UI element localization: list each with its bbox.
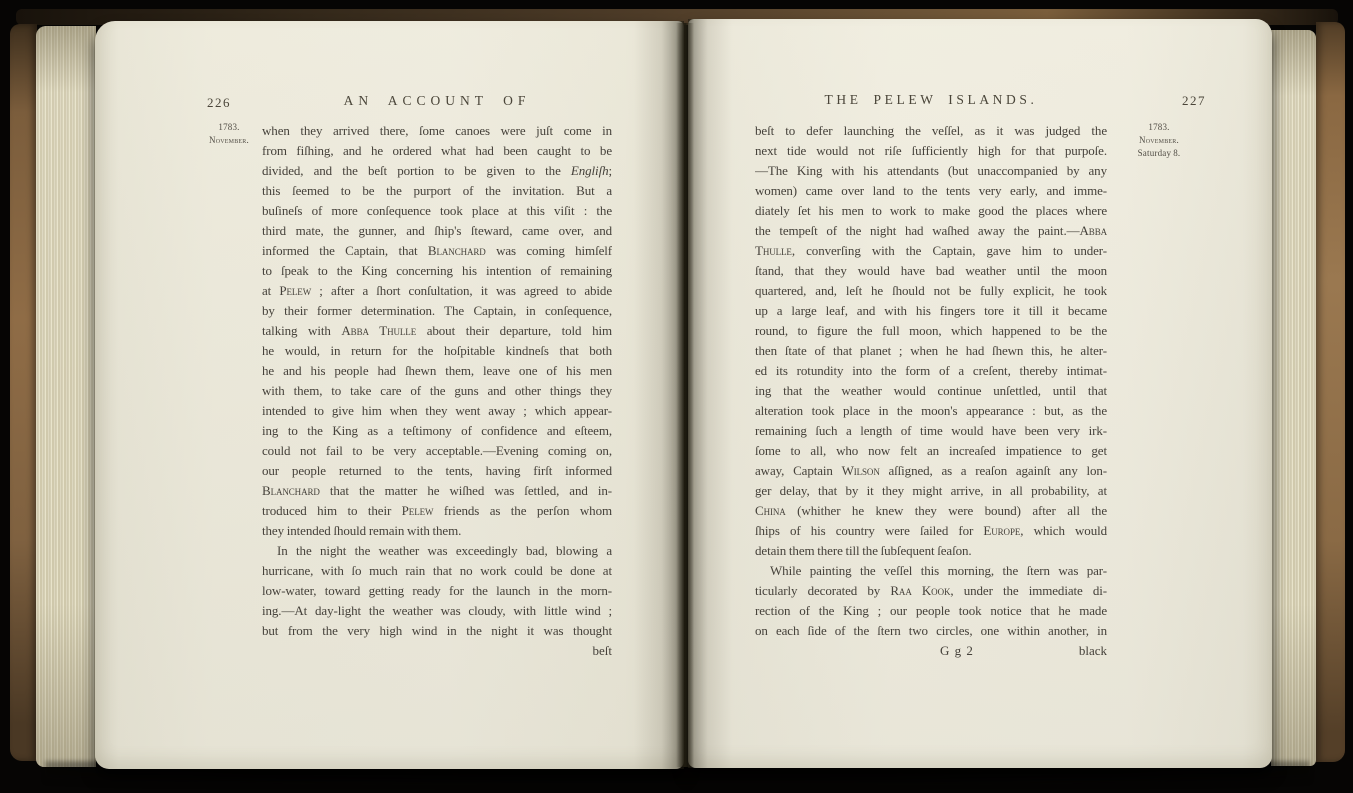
text-line: they intended ſhould remain with them.: [262, 523, 462, 538]
text-line: [1126, 121, 1192, 134]
text-line: [199, 134, 259, 147]
text-line: our people returned to the tents, having firſt informed: [262, 463, 612, 478]
book-cover-left: [10, 24, 37, 761]
text-line: [199, 121, 259, 134]
signature-mark: G g 2: [940, 643, 974, 658]
text-line: with them, to take care of the guns and other things they: [262, 383, 612, 398]
text-line: ſtand, that they would have bad weather until the moon: [755, 263, 1107, 278]
text-line: [1126, 147, 1192, 160]
small-caps-word: November.: [209, 135, 249, 145]
text-line: ſome to all, who now felt an increaſed impatience to get: [755, 443, 1107, 458]
text-line: when they arrived there, ſome canoes were juſt come in: [262, 123, 612, 138]
book-page-right: [688, 19, 1272, 768]
text-line: low-water, toward getting ready for the launch in the morn-: [262, 583, 612, 598]
text-line: but from the very high wind in the night it was thought: [262, 623, 612, 638]
text-line: from fiſhing, and he ordered what had been caught to be: [262, 143, 612, 158]
text-line: remaining ſuch a length of time would have been very irk-: [755, 423, 1107, 438]
small-caps-word: Saturday 8.: [1137, 148, 1181, 158]
text-line: troduced him to their Pelew friends as the perſon whom: [262, 503, 612, 518]
text-line: round, to figure the full moon, which happened to be the: [755, 323, 1107, 338]
italic-word: Engliſh: [570, 163, 609, 178]
small-caps-word: Blanchard: [427, 243, 486, 258]
margin-note-right: [1126, 121, 1192, 160]
book-page-left: [95, 21, 684, 769]
text-line: ing that the weather would continue unſettled, until that: [755, 383, 1107, 398]
text-line: he would, in return for the hoſpitable kindneſs that both: [262, 343, 612, 358]
text-line: —The King with his attendants (but unaccompanied by any: [755, 163, 1107, 178]
text-line: hurricane, with ſo much rain that no work could be done at: [262, 563, 612, 578]
book-cover-right: [1316, 22, 1345, 762]
text-line: diately ſet his men to work to make good the places where: [755, 203, 1107, 218]
margin-note-left: [199, 121, 259, 147]
text-line: detain them there till the ſubſequent ſeaſon.: [755, 543, 972, 558]
text-line: at Pelew ; after a ſhort conſultation, it was agreed to abide: [262, 283, 612, 298]
text-line: beſt to defer launching the veſſel, as it was judged the: [755, 123, 1107, 138]
text-line: he and his people had ſhewn them, leave one of his men: [262, 363, 612, 378]
text-line: Thulle, converſing with the Captain, gave him to under-: [755, 243, 1107, 258]
text-line: ticularly decorated by Raa Kook, under the immediate di-: [755, 583, 1107, 598]
catchword-row-left: [262, 641, 612, 661]
text-line: then ſtate of that planet ; when he had ſhewn this, he alter-: [755, 343, 1107, 358]
text-line: ger delay, that by it they might arrive, in all probability, at: [755, 483, 1107, 498]
small-caps-word: Abba Thulle: [341, 323, 417, 338]
small-caps-word: Blanchard: [262, 483, 320, 498]
text-line: ing to the King as a teſtimony of confidence and eſteem,: [262, 423, 612, 438]
small-caps-word: 1783.: [218, 122, 240, 132]
text-line: intended to give him when they went away ; which appear-: [262, 403, 612, 418]
text-line: the tempeſt of the night had waſhed away the paint.—Abba: [755, 223, 1107, 238]
text-line: by their former determination. The Captain, in conſequence,: [262, 303, 612, 318]
running-header-right: THE PELEW ISLANDS.: [824, 92, 1038, 107]
running-header-left: AN ACCOUNT OF: [343, 93, 531, 108]
text-line: to ſpeak to the King concerning his intention of remaining: [262, 263, 612, 278]
text-line: rection of the King ; our people took notice that he made: [755, 603, 1107, 618]
text-lines-right: [755, 121, 1107, 641]
page-number-left: 226: [207, 95, 231, 110]
text-line: women) came over land to the tents very early, and imme-: [755, 183, 1107, 198]
page-edges-left: [36, 26, 96, 767]
text-line: on each ſide of the ſtern two circles, one within another, in: [755, 623, 1107, 638]
small-caps-word: 1783.: [1148, 122, 1170, 132]
text-lines-left: [262, 121, 612, 641]
signature-catchword-row: [755, 641, 1107, 661]
text-line: quartered, and, leſt he ſhould not be fully explicit, he took: [755, 283, 1107, 298]
small-caps-word: Pelew: [401, 503, 434, 518]
text-line: China (whither he knew they were bound) after all the: [755, 503, 1107, 518]
text-line: third mate, the gunner, and ſhip's ſteward, came over, and: [262, 223, 612, 238]
text-line: could not fail to be very acceptable.—Evening coming on,: [262, 443, 612, 458]
small-caps-word: Pelew: [279, 283, 312, 298]
book-gutter-shadow: [676, 23, 694, 767]
text-block-left: [262, 121, 612, 661]
small-caps-word: Europe: [983, 523, 1021, 538]
text-line: ſhips of his country were ſailed for Europe, which would: [755, 523, 1107, 538]
small-caps-word: November.: [1139, 135, 1179, 145]
catchword: beſt: [592, 643, 612, 658]
small-caps-word: Wilson: [841, 463, 880, 478]
text-line: In the night the weather was exceedingly bad, blowing a: [277, 543, 612, 558]
text-line: this ſeemed to be the purport of the invitation. But a: [262, 183, 612, 198]
small-caps-word: Raa Kook: [890, 583, 951, 598]
small-caps-word: Thulle: [755, 243, 792, 258]
text-line: [1126, 134, 1192, 147]
text-line: up a large leaf, and with his fingers tore it till it became: [755, 303, 1107, 318]
text-line: Blanchard that the matter he wiſhed was ſettled, and in-: [262, 483, 612, 498]
text-line: While painting the veſſel this morning, the ſtern was par-: [770, 563, 1107, 578]
text-line: alteration took place in the moon's appearance : but, as the: [755, 403, 1107, 418]
text-line: next tide would not riſe ſufficiently high for that purpoſe.: [755, 143, 1107, 158]
text-line: informed the Captain, that Blanchard was coming himſelf: [262, 243, 612, 258]
text-line: talking with Abba Thulle about their departure, told him: [262, 323, 612, 338]
text-line: ed its rotundity into the form of a creſent, thereby intimat-: [755, 363, 1107, 378]
page-number-right: 227: [1182, 93, 1206, 108]
small-caps-word: Abba: [1079, 223, 1107, 238]
text-line: away, Captain Wilson aſſigned, as a reaſon againſt any lon-: [755, 463, 1107, 478]
small-caps-word: China: [755, 503, 786, 518]
catchword: black: [1078, 643, 1107, 658]
text-line: ing.—At day-light the weather was cloudy, with little wind ;: [262, 603, 612, 618]
text-line: buſineſs of more conſequence took place at this viſit : the: [262, 203, 612, 218]
page-edges-right: [1271, 30, 1316, 766]
text-line: divided, and the beſt portion to be given to the Engliſh;: [262, 163, 612, 178]
text-block-right: [755, 121, 1107, 661]
